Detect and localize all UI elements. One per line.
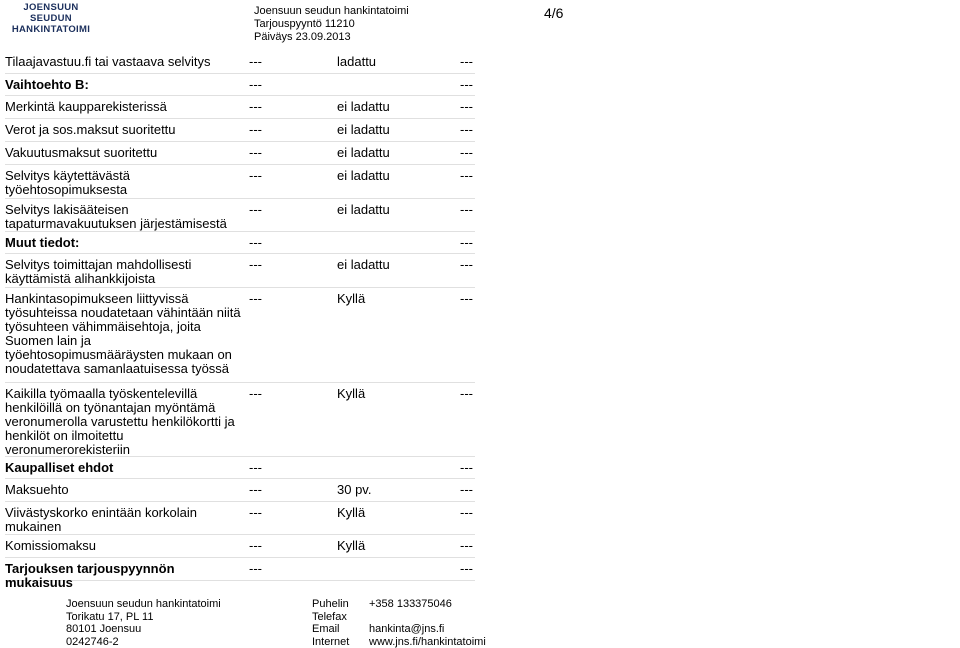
table-row <box>5 232 475 254</box>
page-number: 4/6 <box>544 5 563 21</box>
logo-line-1: JOENSUUN <box>6 2 96 13</box>
row-col2: --- <box>249 387 262 401</box>
row-col4: --- <box>460 387 473 401</box>
row-col2: --- <box>249 483 262 497</box>
footer-phone: +358 133375046 <box>369 598 486 611</box>
footer-email-label: Email <box>312 623 349 636</box>
row-status: ei ladattu <box>337 258 390 272</box>
row-col4: --- <box>460 203 473 217</box>
footer-phone-label: Puhelin <box>312 598 349 611</box>
row-col2: --- <box>249 258 262 272</box>
row-status: ei ladattu <box>337 100 390 114</box>
row-label: Verot ja sos.maksut suoritettu <box>5 123 245 137</box>
row-status: ei ladattu <box>337 169 390 183</box>
row-label: Hankintasopimukseen liittyvissä työsuhteissa noudatetaan vähintään niitä työsuhteen vähimmäisehtoja, joita Suomen lain ja työehtosopimusmääräysten mukaan on noudatettava samanlaatuisessa työssä <box>5 292 245 376</box>
row-col2: --- <box>249 169 262 183</box>
requirements-table <box>5 51 475 581</box>
footer-contact-labels <box>312 598 349 648</box>
table-row <box>5 558 475 581</box>
row-col4: --- <box>460 100 473 114</box>
footer-business-id: 0242746-2 <box>66 636 221 648</box>
row-label: Merkintä kaupparekisterissä <box>5 100 245 114</box>
row-col4: --- <box>460 236 473 250</box>
table-row <box>5 457 475 479</box>
table-row <box>5 51 475 74</box>
footer-contact-values <box>369 598 486 648</box>
row-col2: --- <box>249 78 262 92</box>
table-row <box>5 74 475 96</box>
table-row <box>5 96 475 119</box>
table-row <box>5 142 475 165</box>
footer-email: hankinta@jns.fi <box>369 623 486 636</box>
row-col4: --- <box>460 483 473 497</box>
row-label: Tilaajavastuu.fi tai vastaava selvitys <box>5 55 245 69</box>
row-status: ei ladattu <box>337 203 390 217</box>
row-status: ei ladattu <box>337 146 390 160</box>
row-col2: --- <box>249 461 262 475</box>
row-col2: --- <box>249 146 262 160</box>
row-col2: --- <box>249 506 262 520</box>
row-label: Selvitys käytettävästä työehtosopimuksesta <box>5 169 245 197</box>
row-label: Vakuutusmaksut suoritettu <box>5 146 245 160</box>
footer-fax-label: Telefax <box>312 611 349 624</box>
row-col4: --- <box>460 146 473 160</box>
footer-address <box>66 598 221 648</box>
row-label: Selvitys toimittajan mahdollisesti käyttämistä alihankkijoista <box>5 258 245 286</box>
row-label: Vaihtoehto B: <box>5 78 245 92</box>
row-col2: --- <box>249 55 262 69</box>
row-col2: --- <box>249 123 262 137</box>
row-status: 30 pv. <box>337 483 371 497</box>
row-col4: --- <box>460 169 473 183</box>
header-request: Tarjouspyyntö 11210 <box>254 18 409 31</box>
row-col2: --- <box>249 203 262 217</box>
row-label: Viivästyskorko enintään korkolain mukainen <box>5 506 245 534</box>
footer-street: Torikatu 17, PL 11 <box>66 611 221 624</box>
row-col4: --- <box>460 539 473 553</box>
logo-line-2: SEUDUN <box>6 13 96 24</box>
row-col2: --- <box>249 539 262 553</box>
row-col4: --- <box>460 78 473 92</box>
row-col4: --- <box>460 292 473 306</box>
footer-fax <box>369 611 486 624</box>
table-row <box>5 165 475 199</box>
row-label: Selvitys lakisääteisen tapaturmavakuutuksen järjestämisestä <box>5 203 245 231</box>
row-label: Tarjouksen tarjouspyynnön mukaisuus <box>5 562 245 590</box>
org-logo <box>6 2 96 38</box>
header-date: Päiväys 23.09.2013 <box>254 31 409 44</box>
row-col2: --- <box>249 292 262 306</box>
row-status: Kyllä <box>337 292 365 306</box>
row-status: Kyllä <box>337 506 365 520</box>
row-status: Kyllä <box>337 539 365 553</box>
row-col4: --- <box>460 123 473 137</box>
footer-internet-label: Internet <box>312 636 349 648</box>
row-label: Kaikilla työmaalla työskentelevillä henkilöillä on työnantajan myöntämä veronumerolla varustettu henkilökortti ja henkilöt on ilmoitettu veronumerorekisteriin <box>5 387 245 457</box>
table-row <box>5 383 475 457</box>
table-row <box>5 535 475 558</box>
row-col2: --- <box>249 236 262 250</box>
row-col4: --- <box>460 461 473 475</box>
footer-postal: 80101 Joensuu <box>66 623 221 636</box>
row-col4: --- <box>460 258 473 272</box>
document-header <box>254 5 409 44</box>
table-row <box>5 502 475 535</box>
footer-org: Joensuun seudun hankintatoimi <box>66 598 221 611</box>
row-status: ladattu <box>337 55 376 69</box>
footer-internet: www.jns.fi/hankintatoimi <box>369 636 486 648</box>
table-row <box>5 288 475 383</box>
table-row <box>5 199 475 232</box>
row-label: Maksuehto <box>5 483 245 497</box>
row-col4: --- <box>460 562 473 576</box>
row-status: ei ladattu <box>337 123 390 137</box>
row-label: Kaupalliset ehdot <box>5 461 245 475</box>
row-label: Muut tiedot: <box>5 236 245 250</box>
table-row <box>5 254 475 288</box>
header-org: Joensuun seudun hankintatoimi <box>254 5 409 18</box>
logo-line-3: HANKINTATOIMI <box>6 24 96 35</box>
row-col2: --- <box>249 562 262 576</box>
row-col2: --- <box>249 100 262 114</box>
row-col4: --- <box>460 506 473 520</box>
table-row <box>5 119 475 142</box>
row-status: Kyllä <box>337 387 365 401</box>
row-label: Komissiomaksu <box>5 539 245 553</box>
table-row <box>5 479 475 502</box>
row-col4: --- <box>460 55 473 69</box>
